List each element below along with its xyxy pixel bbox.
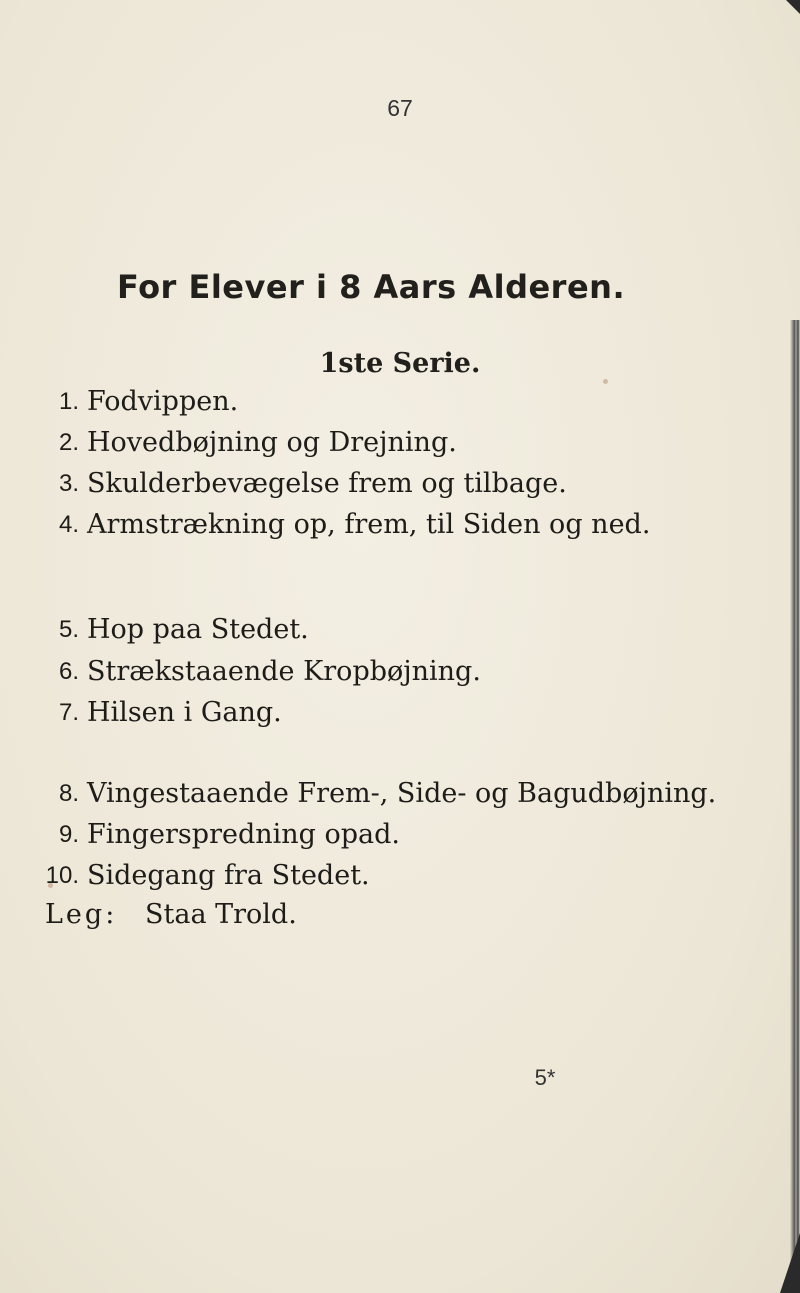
item-number: 9.	[58, 821, 79, 848]
item-text: Fodvippen.	[87, 386, 239, 417]
item-text: Strækstaaende Kropbøjning.	[87, 656, 481, 687]
item-number: 6.	[58, 658, 79, 685]
leg-text: Staa Trold.	[145, 899, 297, 930]
leg-label: Leg:	[45, 899, 118, 930]
item-text: Fingerspredning opad.	[87, 819, 401, 850]
item-number: 5.	[58, 616, 79, 643]
page-corner-shadow	[786, 0, 800, 14]
item-number: 1.	[58, 388, 79, 415]
item-number: 3.	[58, 470, 79, 497]
item-text: Vingestaaende Frem-, Side- og Bagudbøjning.	[87, 778, 717, 809]
item-number: 8.	[58, 780, 79, 807]
item-text: Sidegang fra Stedet.	[87, 860, 370, 891]
leg-line	[45, 898, 297, 932]
item-number: 4.	[58, 511, 79, 538]
page-corner-shadow-bottom	[780, 1233, 800, 1293]
item-text: Hop paa Stedet.	[87, 614, 309, 645]
item-number: 2.	[58, 429, 79, 456]
item-text: Hilsen i Gang.	[87, 697, 282, 728]
item-text: Armstrækning op, frem, til Siden og ned.	[87, 509, 651, 540]
signature-mark: 5*	[534, 1065, 556, 1090]
item-text: Hovedbøjning og Drejning.	[87, 427, 457, 458]
item-number: 10.	[45, 862, 79, 889]
page-title: For Elever i 8 Aars Alderen.	[117, 268, 626, 306]
item-number: 7.	[58, 699, 79, 726]
paper-speck	[603, 379, 608, 384]
page-edge	[790, 320, 800, 1293]
item-text: Skulderbevægelse frem og tilbage.	[87, 468, 567, 499]
page-number: 67	[387, 95, 413, 121]
series-heading: 1ste Serie.	[319, 348, 481, 379]
